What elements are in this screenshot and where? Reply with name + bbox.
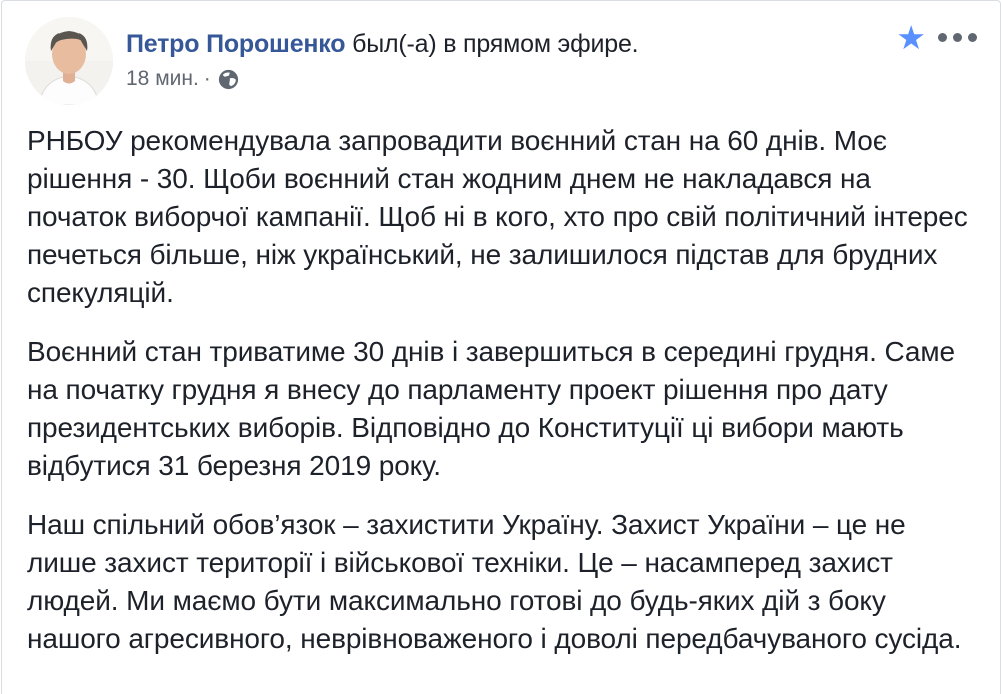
star-icon[interactable]: ★: [896, 19, 926, 56]
post-body: [2, 105, 1000, 658]
post-meta-line: [126, 67, 638, 91]
meta-separator: ·: [203, 67, 211, 90]
post-header-text: [126, 17, 638, 91]
post-header: [2, 1, 1000, 105]
post-title-line: [126, 28, 638, 60]
post-paragraph-1: РНБОУ рекомендувала запровадити воєнний стан на 60 днів. Моє рішення - 30. Щоби воєнний стан жодним днем не накладався на початок виборчої кампанії. Щоб ні в кого, хто про свій політичний інтерес печеться більше, ніж український, не залишилося підстав для брудних спекуляцій.: [27, 125, 968, 308]
author-link[interactable]: Петро Порошенко: [126, 30, 346, 58]
post-paragraph-2: Воєнний стан триватиме 30 днів і завершиться в середині грудня. Саме на початку грудня я внесу до парламенту проект рішення про дату президентських виборів. Відповідно до Конституції ці вибори мають відбутися 31 березня 2019 року.: [27, 336, 956, 481]
facebook-post-card: [1, 0, 1001, 694]
post-action-text: был(-а) в прямом эфире.: [345, 30, 639, 58]
post-header-actions: [896, 21, 979, 54]
more-options-icon[interactable]: [936, 27, 979, 48]
avatar[interactable]: [25, 17, 113, 105]
post-paragraph-3: Наш спільний обов’язок – захистити Україну. Захист України – це не лише захист території і військової техніки. Це – насамперед захист людей. Ми маємо бути максимально готові до будь-яких дій з боку нашого агресивного, неврівноваженого і доволі передбачуваного сусіда.: [27, 509, 962, 654]
avatar-portrait-image: [25, 17, 113, 105]
globe-public-icon: [218, 69, 239, 90]
timestamp-link[interactable]: 18 мин.: [126, 67, 199, 90]
